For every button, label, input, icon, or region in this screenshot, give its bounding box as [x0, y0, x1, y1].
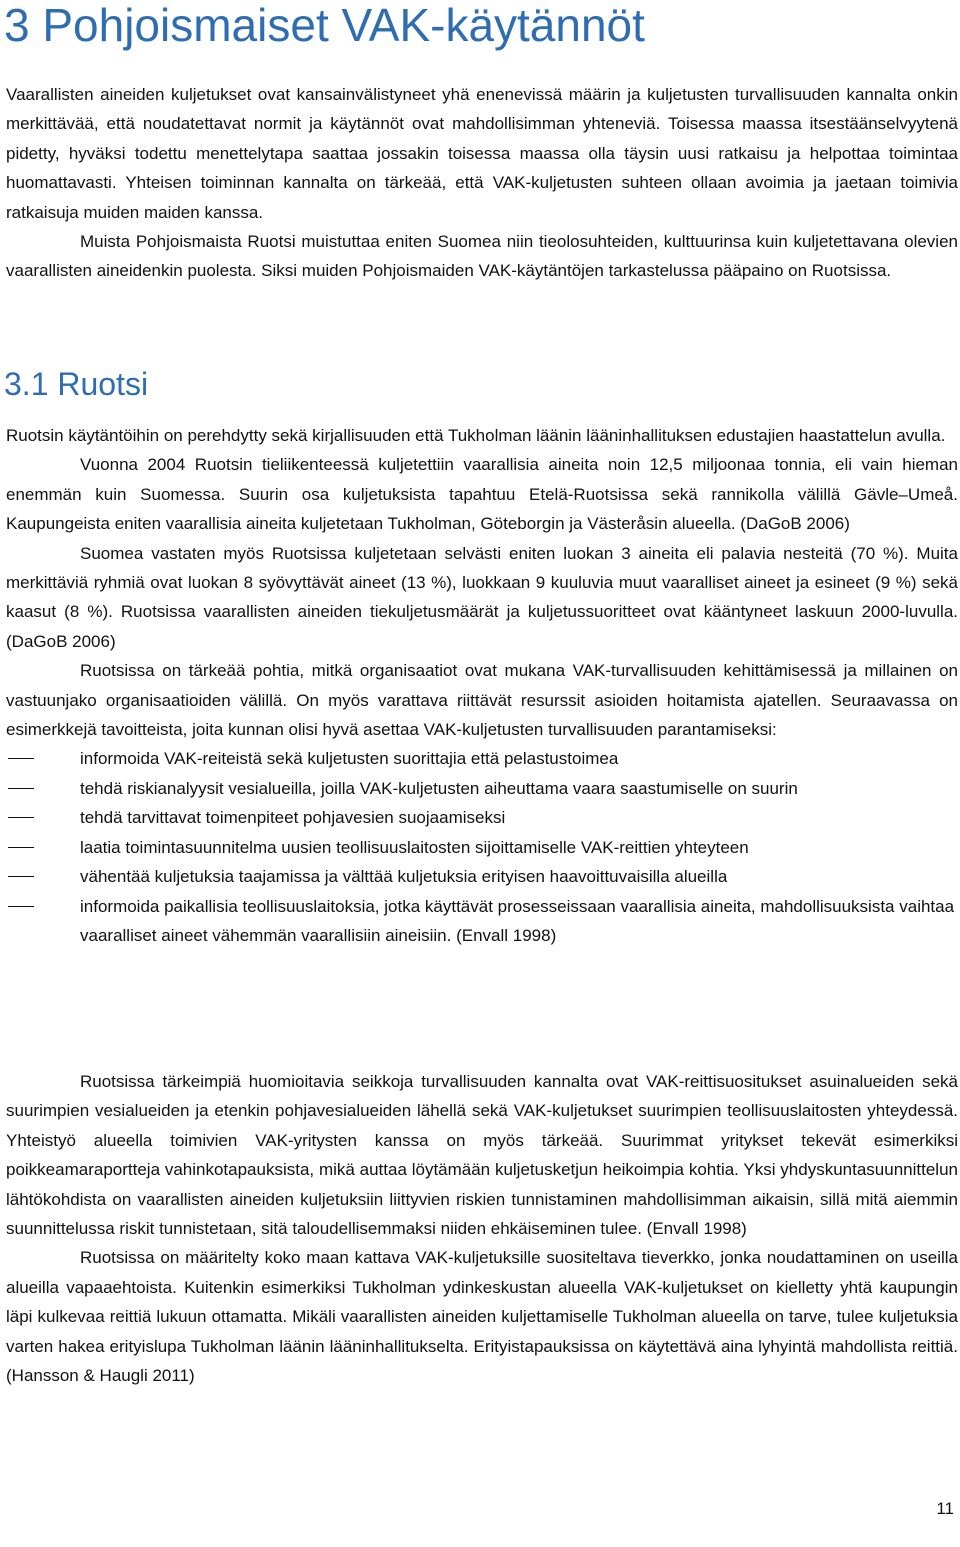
paragraph: Muista Pohjoismaista Ruotsi muistuttaa eniten Suomea niin tieolosuhteiden, kulttuurinsa kuin kuljetettavana olevien vaarallisten aineidenkin puolesta. Siksi muiden Pohjoismaiden VAK-käytäntöjen tarkastelussa pääpaino on Ruotsissa. — [6, 232, 958, 281]
section-body — [6, 421, 958, 950]
list-item-text: informoida paikallisia teollisuuslaitoksia, jotka käyttävät prosesseissaan vaarallisia aineita, mahdollisuuksista vaihtaa vaaralliset aineet vähemmän vaarallisiin aineisiin. (Envall 1998) — [80, 896, 955, 945]
chapter-intro — [6, 80, 958, 286]
list-item — [6, 744, 958, 773]
chapter-title: 3 Pohjoismaiset VAK-käytännöt — [4, 0, 645, 51]
list-item-text: vähentää kuljetuksia taajamissa ja välttää kuljetuksia erityisen haavoittuvaisilla alueilla — [80, 867, 728, 887]
list-item-text: tehdä riskianalyysit vesialueilla, joilla VAK-kuljetusten aiheuttama vaara saastumiselle on suurin — [80, 778, 798, 798]
list-item — [6, 892, 958, 951]
page-number: 11 — [936, 1499, 954, 1518]
paragraph: Ruotsissa tärkeimpiä huomioitavia seikkoja turvallisuuden kannalta ovat VAK-reittisuositukset asuinalueiden sekä suurimpien vesialueiden ja etenkin pohjavesialueiden lähellä sekä VAK-kuljetukset suurimpien teollisuuslaitosten yhteydessä. Yhteistyö alueella toimivien VAK-yritysten kanssa on myös tärkeää. Suurimmat yritykset tekevät esimerkiksi poikkeamaraportteja vahinkotapauksista, mikä auttaa löytämään kuljetusketjun heikoimpia kohtia. Yksi yhdyskuntasuunnittelun lähtökohdista on vaarallisten aineiden kuljetuksiin liittyvien riskien tunnistaminen mahdollisimman aikaisin, sillä mitä aiemmin suunnittelussa riskit tunnistetaan, sitä taloudellisemmaksi niiden ehkäiseminen tulee. (Envall 1998) — [6, 1072, 958, 1239]
list-item-text: laatia toimintasuunnitelma uusien teollisuuslaitosten sijoittamiselle VAK-reittien yhteyteen — [80, 837, 749, 857]
section-title: 3.1 Ruotsi — [4, 366, 149, 402]
section-body-continued — [6, 1067, 958, 1390]
list-item — [6, 862, 958, 891]
paragraph: Ruotsissa on määritelty koko maan kattava VAK-kuljetuksille suositeltava tieverkko, jonka noudattaminen on useilla alueilla vapaaehtoista. Kuitenkin esimerkiksi Tukholman ydinkeskustan alueella VAK-kuljetukset on kielletty yhtä kaupungin läpi kulkevaa reittiä lukuun ottamatta. Mikäli vaarallisten aineiden kuljettamiselle Tukholman alueella on tarve, tulee kuljetuksia varten hakea erityislupa Tukholman läänin lääninhallitukselta. Erityistapauksissa on käytettävä aina lyhyintä mahdollista reittiä. (Hansson & Haugli 2011) — [6, 1248, 958, 1386]
paragraph: Ruotsin käytäntöihin on perehdytty sekä kirjallisuuden että Tukholman läänin lääninhallituksen edustajien haastattelun avulla. — [6, 426, 946, 445]
paragraph: Vaarallisten aineiden kuljetukset ovat kansainvälistyneet yhä enenevissä määrin ja kuljetusten turvallisuuden kannalta onkin merkittävää, että noudatettavat normit ja käytännöt ovat mahdollisimman yhteneviä. Toisessa maassa itsestäänselvyytenä pidetty, hyväksi todettu menettelytapa saattaa jossakin toisessa maassa olla täysin uusi ratkaisu ja helpottaa toimintaa huomattavasti. Yhteisen toiminnan kannalta on tärkeää, että VAK-kuljetusten suhteen ollaan avoimia ja jaetaan toimivia ratkaisuja muiden maiden kanssa. — [6, 85, 958, 222]
list-item — [6, 803, 958, 832]
paragraph: Suomea vastaten myös Ruotsissa kuljetetaan selvästi eniten luokan 3 aineita eli palavia nesteitä (70 %). Muita merkittäviä ryhmiä ovat luokan 8 syövyttävät aineet (13 %), luokkaan 9 kuuluvia muut vaaralliset aineet ja esineet (9 %) sekä kaasut (8 %). Ruotsissa vaarallisten aineiden tiekuljetusmäärät ja kuljetussuoritteet ovat kääntyneet laskuun 2000-luvulla. (DaGoB 2006) — [6, 543, 958, 651]
paragraph: Ruotsissa on tärkeää pohtia, mitkä organisaatiot ovat mukana VAK-turvallisuuden kehittämisessä ja millainen on vastuunjako organisaatioiden välillä. On myös varattava riittävät resurssit asioiden hoitamista ajatellen. Seuraavassa on esimerkkejä tavoitteista, joita kunnan olisi hyvä asettaa VAK-kuljetusten turvallisuuden parantamiseksi: — [6, 661, 958, 740]
list-item-text: informoida VAK-reiteistä sekä kuljetusten suorittajia että pelastustoimea — [80, 749, 619, 769]
list-item-text: tehdä tarvittavat toimenpiteet pohjavesien suojaamiseksi — [80, 808, 506, 828]
goals-list — [6, 744, 958, 950]
paragraph: Vuonna 2004 Ruotsin tieliikenteessä kuljetettiin vaarallisia aineita noin 12,5 miljoonaa tonnia, eli vain hieman enemmän kuin Suomessa. Suurin osa kuljetuksista tapahtuu Etelä-Ruotsissa sekä rannikolla välillä Gävle–Umeå. Kaupungeista eniten vaarallisia aineita kuljetetaan Tukholman, Göteborgin ja Västeråsin alueella. (DaGoB 2006) — [6, 455, 958, 534]
list-item — [6, 833, 958, 862]
list-item — [6, 774, 958, 803]
